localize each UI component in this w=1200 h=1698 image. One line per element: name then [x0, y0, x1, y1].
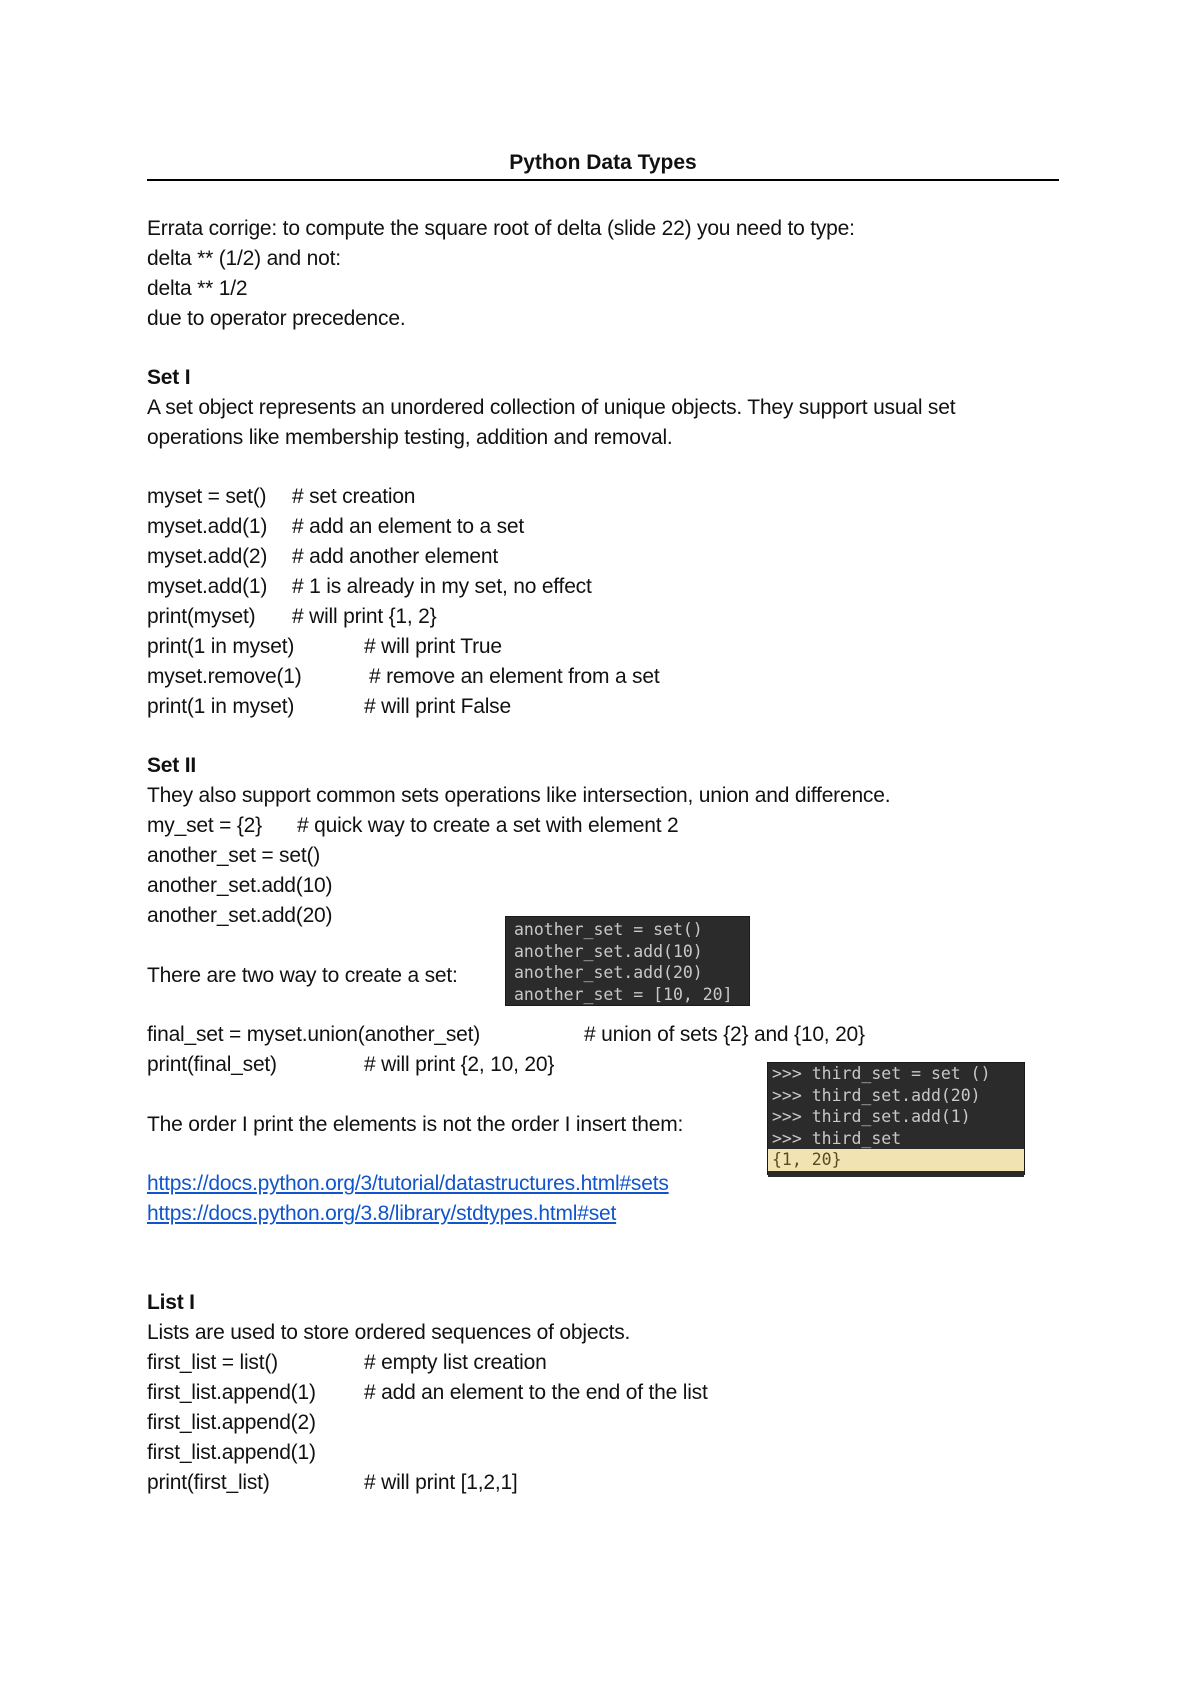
docs-link-tutorial-sets[interactable]: https://docs.python.org/3/tutorial/datastructures.html#sets [147, 1172, 669, 1195]
code-comment: # will print True [364, 635, 502, 658]
code-comment: # add another element [292, 545, 498, 568]
paragraph-line: A set object represents an unordered collection of unique objects. They support usual set [147, 396, 956, 419]
code-text: print(first_list) [147, 1471, 270, 1494]
code-line [147, 573, 847, 601]
code-text: print(final_set) [147, 1053, 277, 1076]
code-text: myset.add(2) [147, 545, 268, 568]
code-text: first_list.append(2) [147, 1411, 316, 1434]
code-comment: # empty list creation [364, 1351, 547, 1374]
code-text: print(1 in myset) [147, 695, 295, 718]
screenshot-line: another_set = set() [514, 920, 703, 939]
screenshot-line: >>> third_set = set () [772, 1064, 991, 1083]
code-line [147, 1439, 847, 1467]
code-text: myset.add(1) [147, 575, 268, 598]
errata-line: Errata corrige: to compute the square root of delta (slide 22) you need to type: [147, 217, 855, 240]
code-text: final_set = myset.union(another_set) [147, 1023, 481, 1046]
code-text: myset = set() [147, 485, 267, 508]
paragraph-line: Lists are used to store ordered sequences of objects. [147, 1321, 631, 1344]
title-underline [147, 179, 1059, 181]
code-line: another_set.add(20) [147, 904, 333, 927]
code-line [147, 663, 847, 691]
code-text: myset.remove(1) [147, 665, 302, 688]
code-comment: # will print {1, 2} [292, 605, 437, 628]
code-line [147, 1409, 847, 1437]
screenshot-bottom-bar [768, 1171, 1024, 1177]
code-comment: # 1 is already in my set, no effect [292, 575, 592, 598]
page-title: Python Data Types [509, 151, 697, 174]
errata-line: due to operator precedence. [147, 307, 406, 330]
code-line [147, 693, 847, 721]
code-line [147, 812, 847, 840]
code-screenshot-third-set [767, 1062, 1025, 1175]
code-line: another_set.add(10) [147, 874, 333, 897]
code-comment: # set creation [292, 485, 416, 508]
paragraph-line: They also support common sets operations like intersection, union and difference. [147, 784, 891, 807]
code-comment: # add an element to the end of the list [364, 1381, 708, 1404]
section-heading-list-1: List I [147, 1291, 195, 1314]
code-line [147, 1051, 847, 1079]
screenshot-line: >>> third_set.add(20) [772, 1085, 981, 1105]
code-line [147, 1469, 847, 1497]
paragraph-line: operations like membership testing, addition and removal. [147, 426, 673, 449]
code-line [147, 633, 847, 661]
code-line [147, 483, 847, 511]
docs-link-stdtypes-set[interactable]: https://docs.python.org/3.8/library/stdtypes.html#set [147, 1202, 617, 1225]
code-comment: # will print [1,2,1] [364, 1471, 518, 1494]
code-line: another_set = set() [147, 844, 321, 867]
code-comment: # will print False [364, 695, 511, 718]
code-comment: # quick way to create a set with element 2 [297, 814, 679, 837]
code-screenshot-another-set [505, 916, 750, 1006]
screenshot-line: >>> third_set.add(1) [772, 1107, 971, 1126]
code-text: first_list.append(1) [147, 1441, 316, 1464]
screenshot-line: another_set.add(10) [514, 941, 703, 961]
section-heading-set-2: Set II [147, 754, 196, 777]
screenshot-line: >>> third_set [772, 1128, 902, 1148]
paragraph-line: The order I print the elements is not the order I insert them: [147, 1113, 684, 1136]
code-line [147, 1379, 847, 1407]
section-heading-set-1: Set I [147, 366, 191, 389]
code-text: my_set = {2} [147, 814, 262, 837]
screenshot-line: another_set.add(20) [514, 963, 703, 982]
code-text: first_list.append(1) [147, 1381, 316, 1404]
errata-line: delta ** (1/2) and not: [147, 247, 341, 270]
errata-line: delta ** 1/2 [147, 277, 248, 300]
code-line [147, 1349, 847, 1377]
code-line [147, 603, 847, 631]
code-text: print(1 in myset) [147, 635, 295, 658]
paragraph-line: There are two way to create a set: [147, 964, 458, 987]
code-text: print(myset) [147, 605, 256, 628]
screenshot-line: another_set = [10, 20] [514, 984, 733, 1004]
code-comment: # will print {2, 10, 20} [364, 1053, 555, 1076]
code-line [147, 543, 847, 571]
screenshot-output: {1, 20} [768, 1149, 1024, 1171]
code-comment: # union of sets {2} and {10, 20} [584, 1023, 865, 1046]
code-comment: # remove an element from a set [369, 665, 660, 688]
code-line [147, 513, 847, 541]
code-comment: # add an element to a set [292, 515, 524, 538]
code-line [147, 1021, 907, 1049]
code-text: myset.add(1) [147, 515, 268, 538]
code-text: first_list = list() [147, 1351, 278, 1374]
